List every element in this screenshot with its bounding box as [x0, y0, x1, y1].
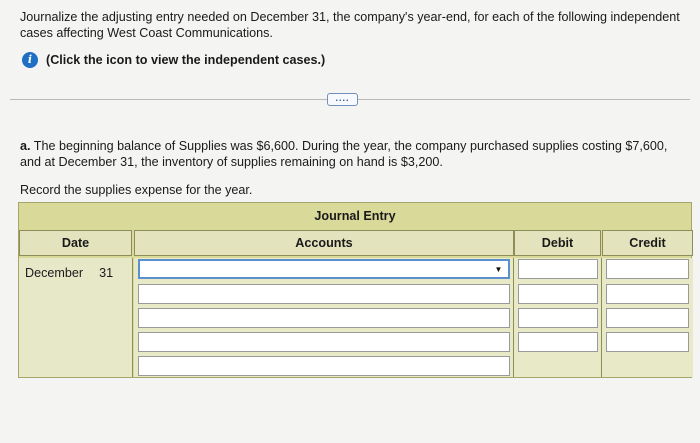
record-prompt: Record the supplies expense for the year.: [20, 183, 253, 197]
debit-input-row-3[interactable]: [518, 308, 598, 328]
dropdown-arrow-icon[interactable]: ▼: [494, 265, 503, 274]
account-select-row-3[interactable]: [138, 308, 510, 328]
info-link-text[interactable]: (Click the icon to view the independent cases.): [46, 53, 326, 67]
date-cell: [25, 266, 113, 280]
debit-input-row-2[interactable]: [518, 284, 598, 304]
journal-entry-title: Journal Entry: [314, 209, 396, 223]
credit-input-row-2[interactable]: [606, 284, 689, 304]
credit-column-header: Credit: [602, 230, 693, 256]
instructions-line-1: Journalize the adjusting entry needed on December 31, the company's year-end, for each of the following independent: [20, 10, 680, 24]
case-text-line-2: and at December 31, the inventory of supplies remaining on hand is $3,200.: [20, 154, 443, 169]
info-icon[interactable]: i: [22, 52, 38, 68]
case-description: [20, 139, 685, 170]
date-day: 31: [99, 266, 114, 280]
debit-column-header: Debit: [514, 230, 601, 256]
account-select-row-1[interactable]: [138, 259, 510, 279]
date-month: December: [25, 266, 84, 280]
account-select-row-4[interactable]: [138, 332, 510, 352]
debit-input-row-4[interactable]: [518, 332, 598, 352]
instructions-line-2: cases affecting West Coast Communications.: [20, 26, 273, 40]
journal-entry-table: [18, 202, 692, 378]
account-select-row-5[interactable]: [138, 356, 510, 376]
case-label: a.: [20, 139, 31, 153]
instructions: [20, 9, 690, 41]
info-link-row[interactable]: [22, 52, 325, 68]
credit-input-row-1[interactable]: [606, 259, 689, 279]
debit-input-row-1[interactable]: [518, 259, 598, 279]
credit-input-row-4[interactable]: [606, 332, 689, 352]
accounts-column-header: Accounts: [134, 230, 514, 256]
case-text-line-1: The beginning balance of Supplies was $6,600. During the year, the company purchased supplies costing $7,600,: [33, 139, 668, 153]
expand-button[interactable]: ....: [327, 93, 358, 106]
account-select-row-2[interactable]: [138, 284, 510, 304]
date-column-header: Date: [19, 230, 132, 256]
credit-input-row-3[interactable]: [606, 308, 689, 328]
